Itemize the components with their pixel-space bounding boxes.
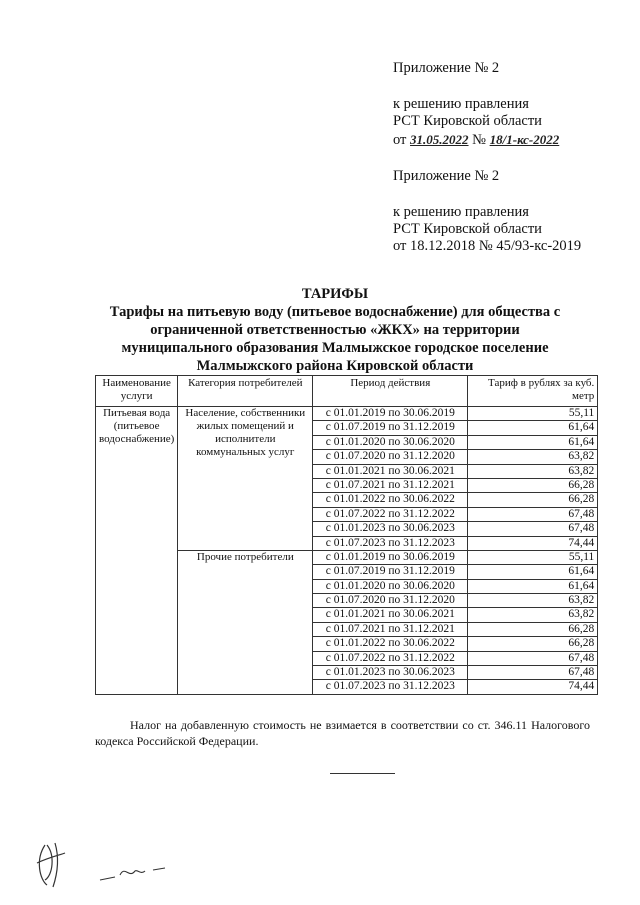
tariff-cell: 66,28	[468, 622, 598, 636]
decision-line: к решению правления	[393, 204, 529, 220]
tariff-cell: 66,28	[468, 478, 598, 492]
tariff-cell: 61,64	[468, 565, 598, 579]
note-text: Налог на добавленную стоимость не взимается в соответствии со ст. 346.11 Налогового кодекса Российской Федерации.	[95, 718, 590, 748]
tariff-cell: 61,64	[468, 435, 598, 449]
decision-line: РСТ Кировской области	[393, 113, 542, 129]
handwritten-date: 31.05.2022	[410, 132, 469, 147]
period-cell: с 01.07.2021 по 31.12.2021	[313, 622, 468, 636]
tariff-cell: 63,82	[468, 594, 598, 608]
tariff-cell: 63,82	[468, 450, 598, 464]
tariff-cell: 66,28	[468, 637, 598, 651]
handwritten-number: 18/1-кс-2022	[489, 132, 560, 147]
decision-line: РСТ Кировской области	[393, 221, 542, 237]
appendix-label: Приложение № 2	[393, 60, 500, 76]
appendix-label: Приложение № 2	[393, 168, 500, 184]
category-cell: Прочие потребители	[178, 550, 313, 694]
subtitle-line: муниципального образования Малмыжское городское поселение	[121, 340, 549, 356]
table-row	[96, 407, 598, 421]
header-service: Наименование услуги	[96, 376, 178, 407]
period-cell: с 01.01.2022 по 30.06.2022	[313, 637, 468, 651]
divider	[330, 773, 395, 774]
tariff-cell: 66,28	[468, 493, 598, 507]
decision-date-line	[393, 131, 559, 149]
document-title: ТАРИФЫ	[301, 286, 369, 302]
header-tariff: Тариф в рублях за куб. метр	[468, 376, 598, 407]
tariff-cell: 67,48	[468, 651, 598, 665]
decision-line: от 18.12.2018 № 45/93-кс-2019	[393, 238, 582, 254]
document-subtitle	[80, 303, 590, 375]
signature-icon	[25, 835, 185, 895]
service-cell: Питьевая вода (питьевое водоснабжение)	[96, 407, 178, 695]
header-category: Категория потребителей	[178, 376, 313, 407]
period-cell: с 01.07.2019 по 31.12.2019	[313, 421, 468, 435]
period-cell: с 01.01.2023 по 30.06.2023	[313, 522, 468, 536]
period-cell: с 01.01.2019 по 30.06.2019	[313, 407, 468, 421]
decision-line: к решению правления	[393, 96, 529, 112]
subtitle-line: ограниченной ответственностью «ЖКХ» на территории	[150, 322, 520, 338]
vat-note	[95, 717, 590, 749]
period-cell: с 01.07.2021 по 31.12.2021	[313, 478, 468, 492]
period-cell: с 01.01.2023 по 30.06.2023	[313, 666, 468, 680]
tariff-cell: 61,64	[468, 579, 598, 593]
period-cell: с 01.07.2019 по 31.12.2019	[313, 565, 468, 579]
tariff-cell: 74,44	[468, 680, 598, 694]
period-cell: с 01.01.2020 по 30.06.2020	[313, 435, 468, 449]
tariff-cell: 67,48	[468, 522, 598, 536]
period-cell: с 01.01.2021 по 30.06.2021	[313, 608, 468, 622]
period-cell: с 01.01.2020 по 30.06.2020	[313, 579, 468, 593]
subtitle-line: Тарифы на питьевую воду (питьевое водоснабжение) для общества с	[109, 304, 561, 320]
period-cell: с 01.07.2023 по 31.12.2023	[313, 536, 468, 550]
tariff-cell: 74,44	[468, 536, 598, 550]
period-cell: с 01.01.2019 по 30.06.2019	[313, 550, 468, 564]
tariff-cell: 63,82	[468, 608, 598, 622]
number-label: №	[472, 132, 486, 148]
tariff-cell: 67,48	[468, 507, 598, 521]
period-cell: с 01.01.2022 по 30.06.2022	[313, 493, 468, 507]
period-cell: с 01.07.2023 по 31.12.2023	[313, 680, 468, 694]
tariff-cell: 55,11	[468, 407, 598, 421]
tariff-cell: 63,82	[468, 464, 598, 478]
period-cell: с 01.01.2021 по 30.06.2021	[313, 464, 468, 478]
header-period: Период действия	[313, 376, 468, 407]
tariff-cell: 67,48	[468, 666, 598, 680]
period-cell: с 01.07.2022 по 31.12.2022	[313, 507, 468, 521]
tariff-table	[95, 375, 598, 695]
period-cell: с 01.07.2022 по 31.12.2022	[313, 651, 468, 665]
subtitle-line: Малмыжского района Кировской области	[196, 358, 474, 374]
tariff-cell: 61,64	[468, 421, 598, 435]
tariff-cell: 55,11	[468, 550, 598, 564]
period-cell: с 01.07.2020 по 31.12.2020	[313, 450, 468, 464]
from-label: от	[393, 132, 407, 148]
category-cell: Население, собственники жилых помещений и исполнители коммунальных услуг	[178, 407, 313, 551]
period-cell: с 01.07.2020 по 31.12.2020	[313, 594, 468, 608]
